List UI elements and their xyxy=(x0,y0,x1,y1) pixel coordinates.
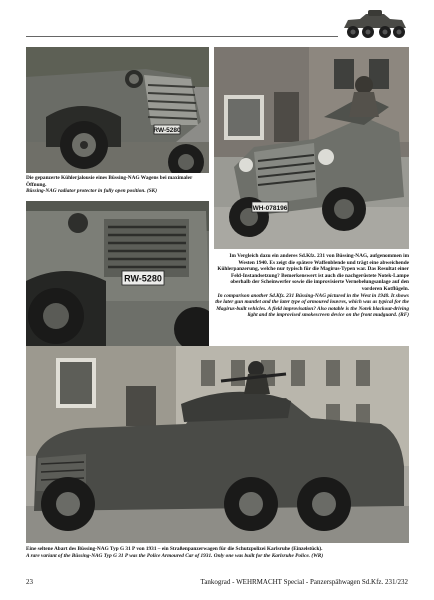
plate-photo3: WH-078196 xyxy=(252,204,288,212)
plate-photo2: RW-5280 xyxy=(124,273,162,284)
caption-photo3 xyxy=(214,253,409,319)
caption-photo1-en: Büssing-NAG radiator protector in fully open position. (SK) xyxy=(26,188,157,195)
caption-photo1-de: Die gepanzerte Kühlerjalousie eines Büssing-NAG Wagens bei maximaler Öffnung. xyxy=(26,175,193,188)
caption-photo3-de: Im Vergleich dazu ein anderes Sd.Kfz. 231 von Büssing-NAG, aufgenommen im Westen 1940. Es zeigt die spätere Waffenblende und trägt eine abweichende Kühlerpanzerung, welche nur typisch für die Magirus-Typen war. Das Resultat einer Feld-Instandsetzung? Bemerkenswert ist auch die nachgerüstete Notek-Lampe oberhalb der Scheinwerfer sowie die improvisierte Vernebelungsanlage auf den vorderen Kotflügeln. xyxy=(217,253,409,292)
photo-radiator-open xyxy=(26,47,209,173)
photo-west-1940 xyxy=(214,47,409,249)
caption-photo3-en: In comparison another Sd.Kfz. 231 Büssing-NAG pictured in the West in 1940. It shows the later gun mantlet and the later type of armoured louvres, which was as typical for the Magirus-built vehicles. A field improvisation? Also notable is the Notek blackout-driving light and the improvised smokescreen device on the front mudguard. (RF) xyxy=(215,292,409,319)
photo-police-armoured-car xyxy=(26,346,409,543)
photo-louvres-closed xyxy=(26,201,209,346)
footer-title: Tankograd - WEHRMACHT Special - Panzerspähwagen Sd.Kfz. 231/232 xyxy=(200,578,408,586)
caption-photo4-de: Eine seltene Abart des Büssing-NAG Typ G 31 P von 1931 – ein Straßenpanzerwagen für die Schutzpolizei Karlsruhe (Einzelstück). xyxy=(26,546,323,552)
header-rule xyxy=(26,36,338,37)
caption-photo4-en: A rare variant of the Büssing-NAG Typ G 31 P was the Police Armoured Car of 1931. Only one was built for the Karlsruhe Police. (WR) xyxy=(26,552,324,559)
page-number: 23 xyxy=(26,578,33,586)
header-vehicle-thumbnail xyxy=(338,8,410,40)
plate-photo1: RW-5280 xyxy=(153,127,181,134)
caption-photo1 xyxy=(26,175,212,195)
caption-photo4 xyxy=(26,546,409,559)
